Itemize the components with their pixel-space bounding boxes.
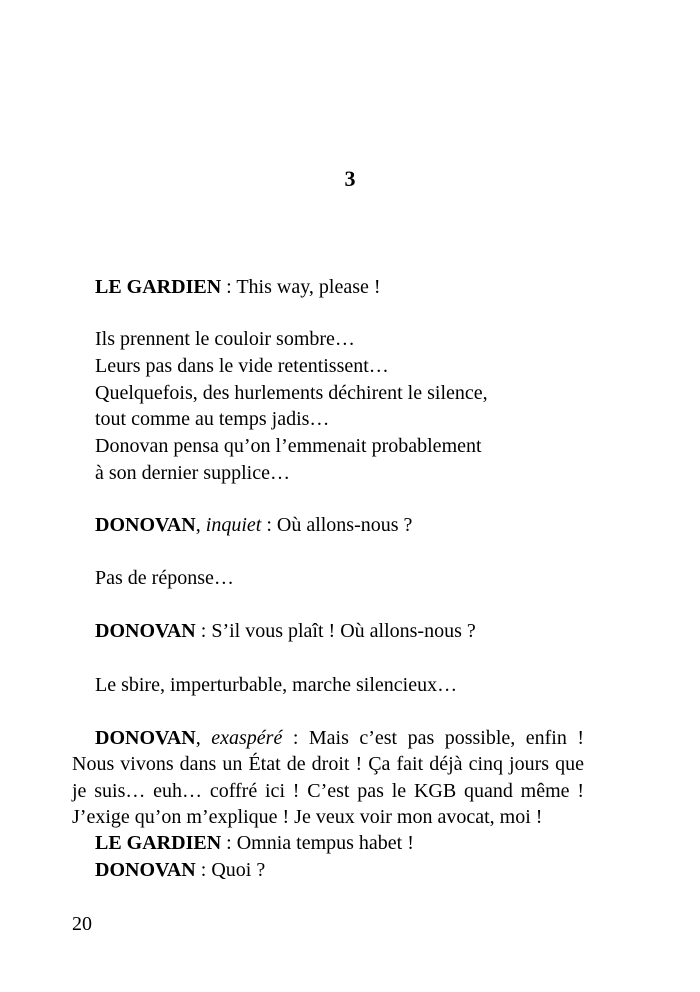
stage-direction: inquiet [205,514,262,536]
dialogue-continuation-line: Nous vivons dans un État de droit ! Ça fait déjà cinq jours que [72,753,584,775]
narration-line: Pas de réponse… [95,567,234,589]
dialogue-line-donovan-4 [95,857,265,883]
dialogue-line-gardien-2 [95,830,414,856]
separator: , [195,727,212,749]
speaker-name: LE GARDIEN [95,276,222,298]
dialogue-text: : This way, please ! [221,276,381,298]
narration-line: à son dernier supplice… [95,462,290,484]
stage-direction: exaspéré [211,727,283,749]
speaker-name: DONOVAN [95,727,196,749]
dialogue-text: : Où allons-nous ? [261,514,413,536]
dialogue-text: : S’il vous plaît ! Où allons-nous ? [195,620,476,642]
narration-line: tout comme au temps jadis… [95,408,330,430]
dialogue-line-donovan-2 [95,618,476,644]
speaker-name: DONOVAN [95,859,196,881]
narration-line: Quelquefois, des hurlements déchirent le silence, [95,382,488,404]
narration-line: Ils prennent le couloir sombre… [95,328,355,350]
speaker-name: LE GARDIEN [95,832,222,854]
speaker-name: DONOVAN [95,514,196,536]
dialogue-text: : Mais c’est pas possible, enfin ! [282,727,584,749]
dialogue-text: : Omnia tempus habet ! [221,832,414,854]
page-number: 20 [72,913,92,935]
dialogue-text: : Quoi ? [195,859,266,881]
narration-line: Le sbire, imperturbable, marche silencieux… [95,674,458,696]
dialogue-continuation-line: je suis… euh… coffré ici ! C’est pas le KGB quand même ! [72,780,584,802]
separator: , [195,514,206,536]
dialogue-continuation-line: J’exige qu’on m’explique ! Je veux voir mon avocat, moi ! [72,806,543,828]
dialogue-line-gardien-1 [95,274,381,300]
narration-line: Leurs pas dans le vide retentissent… [95,355,389,377]
speaker-name: DONOVAN [95,620,196,642]
dialogue-line-donovan-1 [95,512,412,538]
narration-line: Donovan pensa qu’on l’emmenait probablement [95,435,482,457]
chapter-number: 3 [344,166,356,191]
dialogue-line-donovan-3 [95,725,584,751]
